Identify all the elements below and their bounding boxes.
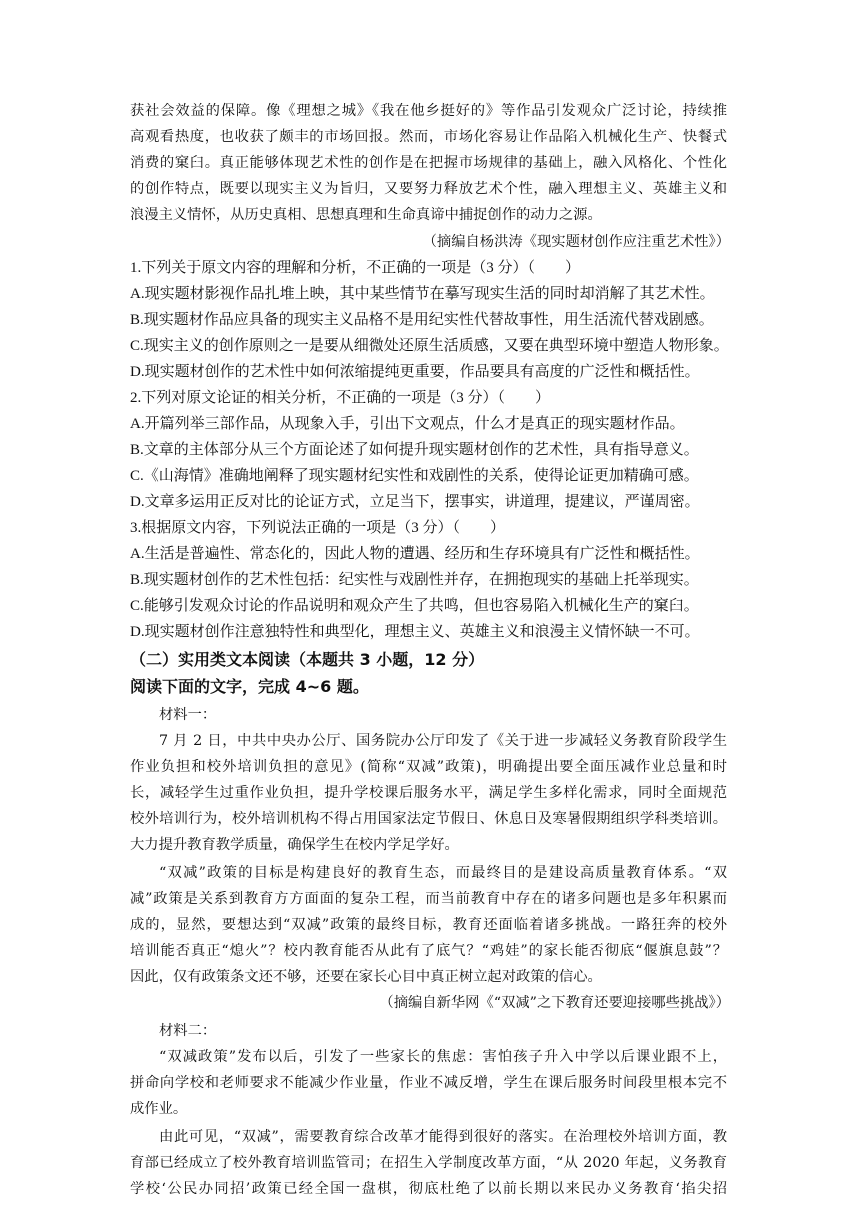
material-label: 材料二： <box>159 1023 217 1039</box>
question-option: A.生活是普遍性、常态化的，因此人物的遭遇、经历和生存环境具有广泛性和概括性。 <box>130 546 700 562</box>
material-line: 成的，显然，要想达到“双减”政策的最终目标，教育还面临着诸多挑战。一路狂奔的校外 <box>130 917 727 933</box>
material-line: 大力提升教育教学质量，确保学生在校内学足学好。 <box>130 837 459 853</box>
question-option: A.开篇列举三部作品，从现象入手，引出下文观点，什么才是真正的现实题材作品。 <box>130 416 685 432</box>
question-option: C.能够引发观众讨论的作品说明和观众产生了共鸣，但也容易陷入机械化生产的窠臼。 <box>130 598 699 614</box>
material-line: 7 月 2 日，中共中央办公厅、国务院办公厅印发了《关于进一步减轻义务教育阶段学生 <box>159 733 727 749</box>
question-option: B.现实题材创作的艺术性包括：纪实性与戏剧性并存，在拥抱现实的基础上托举现实。 <box>130 572 699 588</box>
material-line: 作业负担和校外培训负担的意见》(简称“双减”政策)，明确提出要全面压减作业总量和时 <box>130 759 727 775</box>
question-stem: 3.根据原文内容，下列说法正确的一项是（3 分）（ ） <box>130 520 506 536</box>
question-stem: 2.下列对原文论证的相关分析，不正确的一项是（3 分）（ ） <box>130 390 551 406</box>
material-line: 由此可见，“双减”，需要教育综合改革才能得到很好的落实。在治理校外培训方面，教 <box>159 1129 727 1145</box>
section-heading: （二）实用类文本阅读（本题共 3 小题，12 分） <box>130 650 485 669</box>
material-line: 减”政策是关系到教育方方面面的复杂工程，而当前教育中存在的诸多问题也是多年积累而 <box>130 891 727 907</box>
material-line: 因此，仅有政策条文还不够，还要在家长心目中真正树立起对政策的信心。 <box>130 969 602 985</box>
passage-line: 高观看热度，也收获了颇丰的市场回报。然而，市场化容易让作品陷入机械化生产、快餐式 <box>130 129 727 145</box>
material-line: 长，减轻学生过重作业负担，提升学校课后服务水平，满足学生多样化需求，同时全面规范 <box>130 785 727 801</box>
material-line: “双减”政策的目标是构建良好的教育生态，而最终目的是建设高质量教育体系。“双 <box>159 865 727 881</box>
question-option: D.文章多运用正反对比的论证方式，立足当下，摆事实，讲道理，提建议，严谨周密。 <box>130 494 700 510</box>
passage-source: （摘编自杨洪涛《现实题材创作应注重艺术性》） <box>422 234 730 250</box>
material-line: 成作业。 <box>130 1101 188 1117</box>
question-option: C.《山海情》准确地阐释了现实题材纪实性和戏剧性的关系，使得论证更加精确可感。 <box>130 468 699 484</box>
material-source: （摘编自新华网《“双减”之下教育还要迎接哪些挑战》） <box>379 995 730 1011</box>
material-label: 材料一： <box>159 707 217 723</box>
question-stem: 1.下列关于原文内容的理解和分析，不正确的一项是（3 分）（ ） <box>130 260 581 276</box>
material-line: “双减政策”发布以后，引发了一些家长的焦虑：害怕孩子升入中学以后课业跟不上， <box>159 1049 727 1065</box>
material-line: 培训能否真正“熄火”？校内教育能否从此有了底气？“鸡娃”的家长能否彻底“偃旗息鼓”？ <box>130 943 727 959</box>
passage-line: 获社会效益的保障。像《理想之城》《我在他乡挺好的》等作品引发观众广泛讨论，持续推 <box>130 103 727 119</box>
passage-line: 浪漫主义情怀，从历史真相、思想真理和生命真谛中捕捉创作的动力之源。 <box>130 207 602 223</box>
material-line: 拼命向学校和老师要求不能减少作业量，作业不减反增，学生在课后服务时间段里根本完不 <box>130 1075 727 1091</box>
question-option: C.现实主义的创作原则之一是要从细微处还原生活质感，又要在典型环境中塑造人物形象。 <box>130 338 729 354</box>
material-line: 育部已经成立了校外教育培训监管司；在招生入学制度改革方面，“从 2020 年起，义务教育 <box>130 1155 727 1171</box>
section-instruction: 阅读下面的文字，完成 4~6 题。 <box>130 677 369 696</box>
question-option: B.文章的主体部分从三个方面论述了如何提升现实题材创作的艺术性，具有指导意义。 <box>130 442 699 458</box>
question-option: D.现实题材创作的艺术性中如何浓缩提纯更重要，作品要具有高度的广泛性和概括性。 <box>130 364 700 380</box>
question-option: A.现实题材影视作品扎堆上映，其中某些情节在摹写现实生活的同时却消解了其艺术性。 <box>130 286 715 302</box>
question-option: B.现实题材作品应具备的现实主义品格不是用纪实性代替故事性，用生活流代替戏剧感。 <box>130 312 714 328</box>
passage-line: 的创作特点，既要以现实主义为旨归，又要努力释放艺术个性，融入理想主义、英雄主义和 <box>130 181 727 197</box>
material-line: 校外培训行为，校外培训机构不得占用国家法定节假日、休息日及寒暑假期组织学科类培训。 <box>130 811 727 827</box>
passage-line: 消费的窠臼。真正能够体现艺术性的创作是在把握市场规律的基础上，融入风格化、个性化 <box>130 155 727 171</box>
question-option: D.现实题材创作注意独特性和典型化，理想主义、英雄主义和浪漫主义情怀缺一不可。 <box>130 624 700 640</box>
material-line: 学校‘公民办同招’政策已经全国一盘棋，彻底杜绝了以前长期以来民办义务教育‘掐尖招 <box>130 1181 727 1197</box>
